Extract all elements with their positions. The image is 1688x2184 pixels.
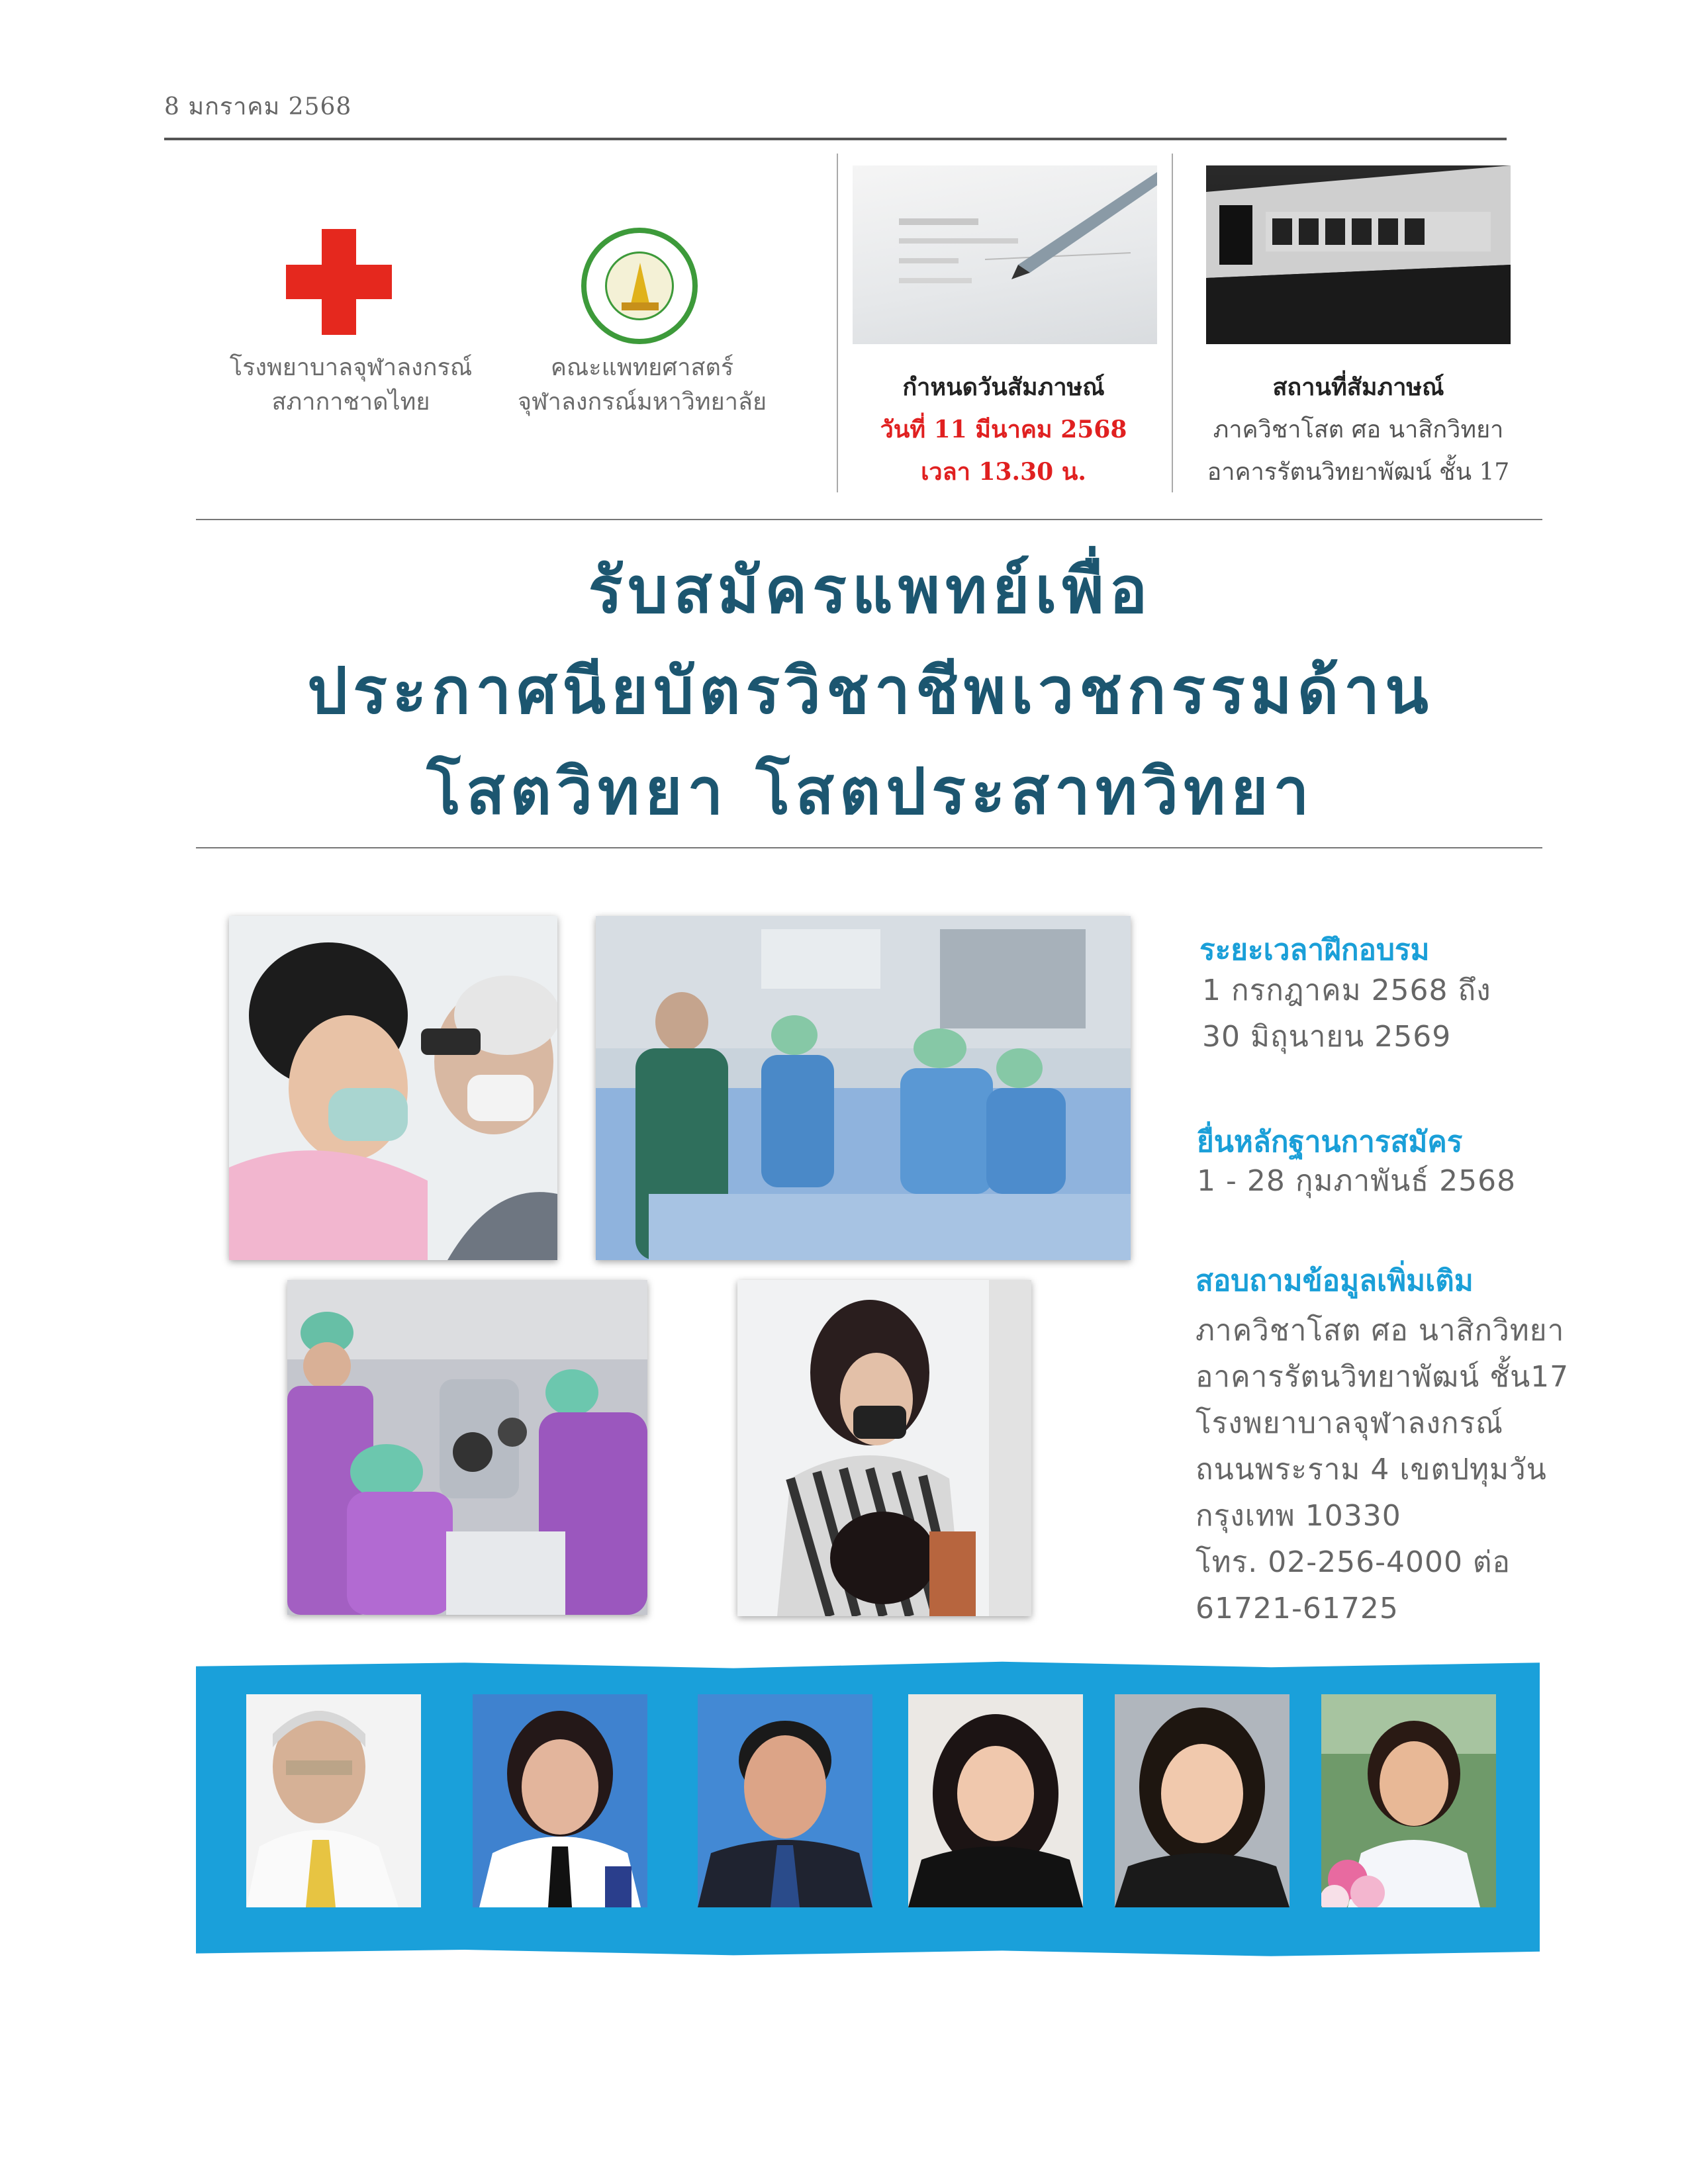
vertical-divider bbox=[837, 154, 838, 492]
faculty-name bbox=[503, 351, 781, 420]
contact-line: ถนนพระราม 4 เขตปทุมวัน bbox=[1196, 1453, 1547, 1486]
title-line1: รับสมัครแพทย์เพื่อ bbox=[588, 553, 1153, 627]
title-line2: ประกาศนียบัตรวิชาชีพเวชกรรมด้าน bbox=[307, 654, 1434, 728]
interview-place-line1: ภาควิชาโสต ศอ นาสิกวิทยา bbox=[1213, 416, 1504, 443]
contact-heading: สอบถามข้อมูลเพิ่มเติม bbox=[1196, 1264, 1474, 1298]
faculty-name-line1: คณะแพทยศาสตร์ bbox=[550, 354, 734, 381]
staff-portrait bbox=[473, 1694, 647, 1907]
staff-portrait bbox=[908, 1694, 1083, 1907]
title-line3: โสตวิทยา โสตประสาทวิทยา bbox=[426, 754, 1315, 829]
apply-heading: ยื่นหลักฐานการสมัคร bbox=[1197, 1125, 1463, 1159]
headline-bottom-rule bbox=[196, 847, 1542, 848]
vertical-divider bbox=[1172, 154, 1173, 492]
hospital-name-line2: สภากาชาดไทย bbox=[271, 388, 430, 416]
contact-line: ภาควิชาโสต ศอ นาสิกวิทยา bbox=[1196, 1314, 1565, 1347]
interview-date-value: วันที่ 11 มีนาคม 2568 bbox=[880, 416, 1127, 443]
interview-date-heading: กำหนดวันสัมภาษณ์ bbox=[902, 373, 1105, 401]
training-line1: 1 กรกฎาคม 2568 ถึง bbox=[1202, 974, 1491, 1007]
hospital-name bbox=[199, 351, 503, 420]
microscope-training-photo bbox=[287, 1280, 647, 1615]
form-signature-photo bbox=[853, 165, 1157, 344]
contact-extension: 61721-61725 bbox=[1196, 1592, 1399, 1625]
hospital-name-line1: โรงพยาบาลจุฬาลงกรณ์ bbox=[229, 354, 473, 381]
building-sign-photo bbox=[1206, 165, 1511, 344]
staff-portrait bbox=[1321, 1694, 1496, 1907]
apply-period: 1 - 28 กุมภาพันธ์ 2568 bbox=[1197, 1164, 1517, 1198]
document-date: 8 มกราคม 2568 bbox=[164, 93, 352, 120]
contact-phone: โทร. 02-256-4000 ต่อ bbox=[1196, 1545, 1511, 1579]
interview-place-line2: อาคารรัตนวิทยาพัฒน์ ชั้น 17 bbox=[1207, 459, 1510, 486]
hearing-test-photo bbox=[737, 1280, 1031, 1616]
page-title bbox=[199, 540, 1542, 842]
operating-room-photo bbox=[596, 916, 1131, 1260]
header-divider bbox=[164, 138, 1507, 140]
headline-top-rule bbox=[196, 519, 1542, 520]
interview-place-heading: สถานที่สัมภาษณ์ bbox=[1272, 373, 1444, 401]
contact-line: โรงพยาบาลจุฬาลงกรณ์ bbox=[1196, 1406, 1503, 1440]
interview-time-value: เวลา 13.30 น. bbox=[921, 458, 1086, 486]
staff-portrait bbox=[1115, 1694, 1289, 1907]
faculty-name-line2: จุฬาลงกรณ์มหาวิทยาลัย bbox=[517, 388, 767, 416]
training-period bbox=[1202, 968, 1491, 1060]
contact-line: อาคารรัตนวิทยาพัฒน์ ชั้น17 bbox=[1196, 1360, 1570, 1394]
contact-line: กรุงเทพ 10330 bbox=[1196, 1499, 1401, 1533]
contact-details bbox=[1196, 1308, 1569, 1632]
ear-exam-photo bbox=[229, 916, 557, 1260]
staff-portrait bbox=[698, 1694, 872, 1907]
staff-portrait bbox=[246, 1694, 421, 1907]
training-line2: 30 มิถุนายน 2569 bbox=[1202, 1020, 1452, 1054]
training-heading: ระยะเวลาฝึกอบรม bbox=[1199, 933, 1430, 967]
red-cross-icon bbox=[286, 229, 392, 335]
faculty-seal-icon bbox=[581, 228, 698, 344]
